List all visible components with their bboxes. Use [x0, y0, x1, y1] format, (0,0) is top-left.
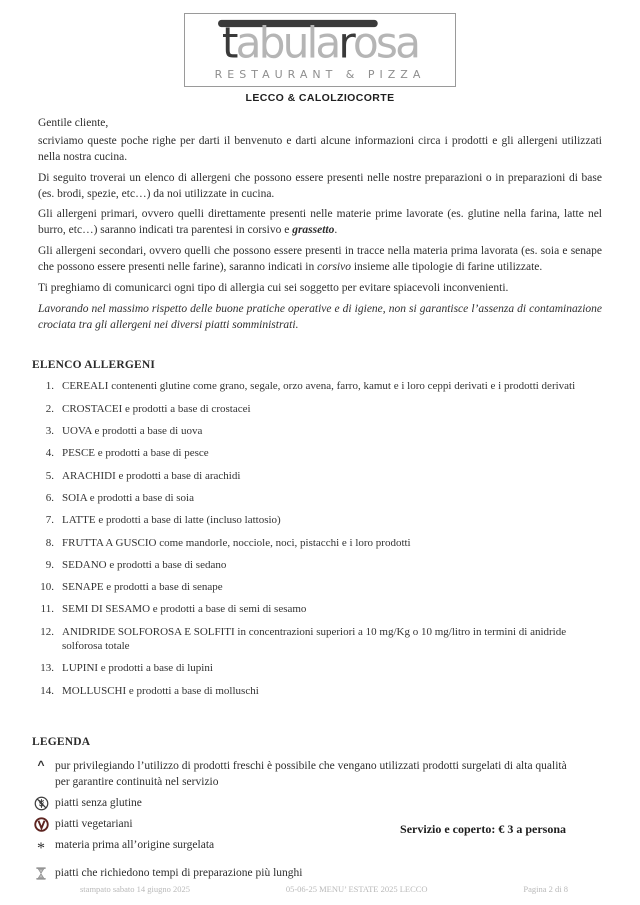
- legend-section: [0, 736, 640, 881]
- secondary-emphasis: corsivo: [317, 261, 351, 274]
- wordmark-abula: abula: [235, 18, 339, 67]
- allergen-text: CEREALI contenenti glutine come grano, segale, orzo avena, farro, kamut e i loro ceppi derivati e i prodotti derivati: [62, 380, 576, 393]
- allergen-text: SEDANO e prodotti a base di sedano: [62, 558, 227, 571]
- allergen-text: ARACHIDI e prodotti a base di arachidi: [62, 469, 241, 482]
- allergen-item: [32, 602, 602, 616]
- primary-emphasis: grassetto: [292, 224, 335, 237]
- elenco-paragraph: Di seguito troverai un elenco di allergeni che possono essere presenti nelle nostre preparazioni o in preparazioni di base (es. brodi, spezie, etc…) da noi utilizzate in cucina.: [38, 171, 602, 200]
- logo-location: LECCO & CALOLZIOCORTE: [245, 92, 395, 104]
- service-cover-charge-note: Servizio e coperto: € 3 a persona: [400, 822, 566, 836]
- allergen-number: 5.: [45, 469, 54, 482]
- allergen-list-heading: ELENCO ALLERGENI: [32, 359, 156, 372]
- legend-item-gluten-free: [32, 795, 602, 811]
- allergen-number: 4.: [45, 447, 54, 460]
- allergen-text: ANIDRIDE SOLFOROSA E SOLFITI in concentrazioni superiori a 10 mg/Kg o 10 mg/litro in termini di anidride solforosa totale: [62, 625, 567, 653]
- allergen-number: 10.: [40, 581, 54, 594]
- secondary-tail: insieme alle tipologie di farine utilizzate.: [350, 261, 543, 274]
- allergen-item: [32, 446, 602, 460]
- primary-tail: .: [334, 224, 338, 237]
- allergen-number: 2.: [45, 402, 54, 415]
- allergen-item: [32, 536, 602, 550]
- greeting-text: Gentile cliente,: [38, 117, 109, 129]
- allergen-text: SOIA e prodotti a base di soia: [62, 491, 194, 504]
- footer-print-date: stampato sabato 14 giugno 2025: [80, 884, 191, 894]
- legend-text: pur privilegiando l’utilizzo di prodotti freschi è possibile che vengano utilizzati prodotti surgelati di alta qualità per garantire continuità nel servizio: [55, 759, 567, 788]
- vegetarian-icon: [32, 816, 50, 832]
- legend-rows: [32, 758, 602, 881]
- intro-section: [0, 117, 640, 333]
- logo-subtitle: RESTAURANT & PIZZA: [214, 68, 426, 81]
- allergen-text: PESCE e prodotti a base di pesce: [62, 447, 209, 460]
- allergen-item: [32, 558, 602, 572]
- allergen-item: [32, 684, 602, 698]
- primary-allergens-paragraph: [38, 207, 602, 239]
- secondary-lead: Gli allergeni secondari, ovvero quelli che possono essere presenti in tracce nella materia prima lavorata (es. soia e senape che possono essere presenti nelle farine), saranno indicati in: [38, 245, 602, 274]
- allergen-text: CROSTACEI e prodotti a base di crostacei: [62, 402, 251, 415]
- allergen-item: [32, 469, 602, 483]
- allergen-number: 3.: [45, 425, 54, 438]
- allergen-item: [32, 402, 602, 416]
- legend-text: piatti vegetariani: [55, 818, 133, 831]
- allergen-text: SENAPE e prodotti a base di senape: [62, 581, 223, 594]
- footer-document-name: 05-06-25 MENU’ ESTATE 2025 LECCO: [285, 884, 428, 894]
- gluten-free-icon: [32, 795, 50, 811]
- legend-text: piatti che richiedono tempi di preparazione più lunghi: [55, 866, 303, 879]
- allergen-item: [32, 661, 602, 675]
- wordmark-osa: osa: [352, 18, 419, 67]
- legend-text: piatti senza glutine: [55, 797, 142, 810]
- cross-contamination-disclaimer: Lavorando nel massimo rispetto delle buone pratiche operative e di igiene, non si garantisce l’assenza di contaminazione crociata tra gli allergeni nei diversi piatti somministrati.: [38, 302, 602, 331]
- allergen-number: 12.: [40, 625, 54, 638]
- restaurant-logo: [184, 13, 456, 87]
- allergen-text: SEMI DI SESAMO e prodotti a base di semi di sesamo: [62, 603, 307, 616]
- allergen-item: [32, 580, 602, 594]
- legend-item-long-preparation: [32, 865, 602, 881]
- wordmark-r: r: [338, 18, 353, 67]
- caret-symbol: ^: [37, 757, 45, 772]
- allergen-number: 1.: [45, 380, 54, 393]
- allergen-item: [32, 379, 602, 393]
- allergen-number: 8.: [45, 536, 54, 549]
- allergen-item: [32, 424, 602, 438]
- legend-heading: LEGENDA: [32, 735, 91, 748]
- allergen-text: MOLLUSCHI e prodotti a base di molluschi: [62, 684, 259, 697]
- allergen-number: 7.: [45, 514, 54, 527]
- allergen-text: LATTE e prodotti a base di latte (incluso lattosio): [62, 514, 281, 527]
- allergen-list-section: [0, 359, 640, 697]
- allergen-number: 14.: [40, 684, 54, 697]
- allergen-text: LUPINI e prodotti a base di lupini: [62, 662, 213, 675]
- wordmark-text: [222, 18, 418, 67]
- legend-item-frozen-products: [32, 758, 602, 790]
- allergen-number: 11.: [40, 603, 54, 616]
- primary-lead: Gli allergeni primari, ovvero quelli direttamente presenti nelle materie prime lavorate (es. glutine nella farina, latte nel burro, etc…) saranno indicati tra parentesi in corsivo e: [38, 208, 602, 237]
- allergy-request-paragraph: Ti preghiamo di comunicarci ogni tipo di allergia cui sei soggetto per evitare spiacevoli inconvenienti.: [38, 281, 509, 294]
- allergen-item: [32, 513, 602, 527]
- asterisk-symbol: *: [37, 840, 45, 858]
- page-footer: [0, 884, 640, 894]
- allergen-number: 6.: [45, 491, 54, 504]
- legend-text: materia prima all’origine surgelata: [55, 839, 215, 852]
- tabula-rosa-wordmark: [195, 17, 445, 67]
- allergen-item: [32, 625, 602, 654]
- wordmark-t: t: [221, 18, 236, 67]
- hourglass-icon: [32, 865, 50, 881]
- allergen-list: [32, 379, 602, 697]
- page-header: [0, 0, 640, 104]
- footer-page-number: Pagina 2 di 8: [523, 884, 568, 894]
- allergen-text: FRUTTA A GUSCIO come mandorle, nocciole, noci, pistacchi e i loro prodotti: [62, 536, 411, 549]
- secondary-allergens-paragraph: [38, 244, 602, 276]
- welcome-paragraph: scriviamo queste poche righe per darti il benvenuto e darti alcune informazioni circa i prodotti e gli allergeni utilizzati nella nostra cucina.: [38, 135, 602, 163]
- allergen-number: 13.: [40, 662, 54, 675]
- legend-item-frozen-origin: [32, 837, 602, 859]
- allergen-item: [32, 491, 602, 505]
- allergen-text: UOVA e prodotti a base di uova: [62, 425, 203, 438]
- allergen-number: 9.: [45, 558, 54, 571]
